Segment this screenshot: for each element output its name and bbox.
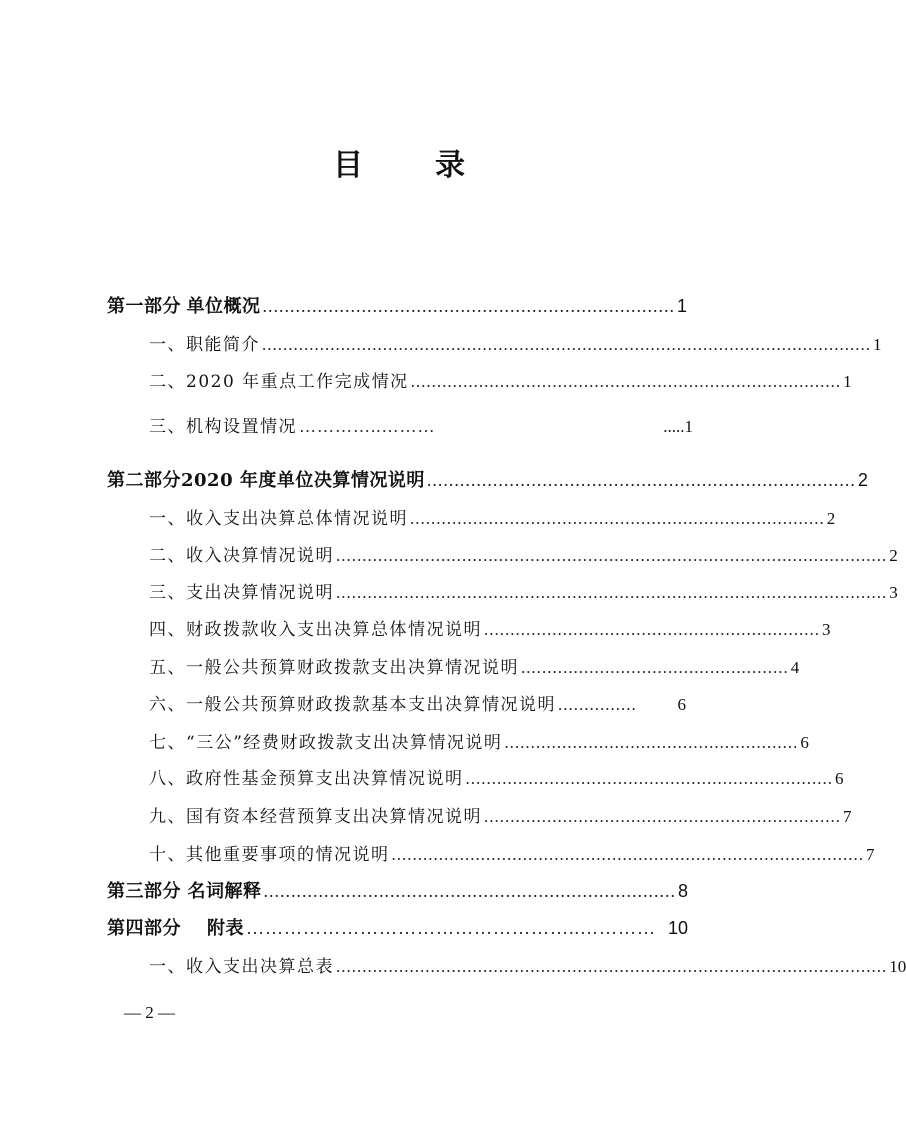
toc-part-3[interactable] <box>107 879 688 903</box>
entry-label: 一、收入支出决算总体情况说明 <box>149 509 408 529</box>
page-number: 1 <box>873 335 882 354</box>
page-number: 7 <box>866 845 875 864</box>
dot-leader: .......................................................................................... <box>391 845 864 864</box>
page-number: 4 <box>790 658 800 677</box>
page-number: 2 <box>889 546 898 565</box>
dot-leader: ........................................................................... <box>262 296 675 316</box>
page-footer-number: — 2 — <box>124 1003 175 1022</box>
page-number: 3 <box>822 620 831 639</box>
entry-label: 二、收入决算情况说明 <box>149 546 334 566</box>
toc-entry-1-3[interactable] <box>149 415 693 439</box>
dot-leader: …………..……… <box>299 417 436 436</box>
toc-entry-1-1[interactable] <box>149 333 882 357</box>
entry-label: 一、收入支出决算总表 <box>149 957 334 977</box>
dot-leader: ...................................................................... <box>465 769 833 788</box>
dot-leader: ......................................................................................................... <box>336 546 888 565</box>
page-number: 10 <box>889 957 906 976</box>
part-number: 第四部分 <box>107 918 181 939</box>
toc-entry-2-10[interactable] <box>149 843 875 867</box>
page-number: 1 <box>684 417 693 436</box>
dot-leader: ............................................................................... <box>410 509 825 528</box>
entry-label: 三、机构设置情况 <box>149 417 297 437</box>
entry-label: 一、职能简介 <box>149 335 260 355</box>
dot-leader: .................................................................................. <box>410 372 842 391</box>
title-char-2: 录 <box>435 148 465 183</box>
dot-leader: ........................................................ <box>504 733 799 752</box>
toc-entry-2-8[interactable] <box>149 767 844 791</box>
page-number: 2 <box>857 470 868 490</box>
page-number: 10 <box>667 918 688 938</box>
page-number: 6 <box>835 769 844 788</box>
toc-entry-2-6[interactable] <box>149 693 686 717</box>
dot-leader: .............................................................................. <box>426 470 856 490</box>
dot-leader: .................................................................................................................... <box>262 335 871 354</box>
entry-label: 十、其他重要事项的情况说明 <box>149 845 390 865</box>
toc-entry-2-3[interactable] <box>149 581 898 605</box>
toc-part-1[interactable] <box>107 294 687 318</box>
page-number: 1 <box>676 296 687 316</box>
part-number: 第一部分 <box>107 296 181 317</box>
dot-leader: ……………………………………………..………… <box>246 918 656 938</box>
toc-part-2[interactable] <box>107 468 868 492</box>
toc-entry-2-7[interactable] <box>149 731 809 755</box>
dot-leader: ........................................................................... <box>263 881 676 901</box>
dot-leader: ......................................................................................................... <box>336 957 888 976</box>
page-number: 1 <box>843 372 852 391</box>
entry-label: 九、国有资本经营预算支出决算情况说明 <box>149 807 482 827</box>
entry-label: 七、“三公”经费财政拨款支出决算情况说明 <box>149 733 503 753</box>
dot-leader: ................................................................ <box>484 620 820 639</box>
toc-entry-2-1[interactable] <box>149 507 836 531</box>
entry-label: 六、一般公共预算财政拨款基本支出决算情况说明 <box>149 695 556 715</box>
part-number: 第三部分 <box>107 881 181 902</box>
dot-leader: ................................................... <box>521 658 789 677</box>
entry-label: 三、支出决算情况说明 <box>149 583 334 603</box>
part-number: 第二部分 <box>107 470 181 491</box>
toc-entry-2-2[interactable] <box>149 544 898 568</box>
page-number: 3 <box>889 583 898 602</box>
entry-label: 二、2020 年重点工作完成情况 <box>149 372 409 392</box>
dot-leader: .................................................................... <box>484 807 841 826</box>
toc-entry-1-2[interactable] <box>149 370 852 394</box>
part-name: 附表 <box>207 918 244 939</box>
page-number: 7 <box>843 807 852 826</box>
toc-entry-2-5[interactable] <box>149 656 800 680</box>
entry-label: 四、财政拨款收入支出决算总体情况说明 <box>149 620 482 640</box>
page-number: 2 <box>826 509 836 528</box>
page-number: 6 <box>677 695 686 714</box>
entry-label: 五、一般公共预算财政拨款支出决算情况说明 <box>149 658 519 678</box>
entry-label: 八、政府性基金预算支出决算情况说明 <box>149 769 464 789</box>
toc-entry-2-4[interactable] <box>149 618 831 642</box>
toc-part-4[interactable] <box>107 916 688 940</box>
toc-entry-4-1[interactable] <box>149 955 906 979</box>
page-number: 6 <box>800 733 809 752</box>
toc-entry-2-9[interactable] <box>149 805 852 829</box>
dot-leader: ......................................................................................................... <box>336 583 888 602</box>
page-dots: ..... <box>663 417 685 436</box>
dot-leader: ............... <box>558 695 637 714</box>
page-number: 8 <box>677 881 688 901</box>
part-name: 单位概况 <box>186 296 261 317</box>
part-name: 名词解释 <box>187 881 262 902</box>
title-char-1: 目 <box>333 148 363 183</box>
part-name: 2020 年度单位决算情况说明 <box>181 470 425 491</box>
